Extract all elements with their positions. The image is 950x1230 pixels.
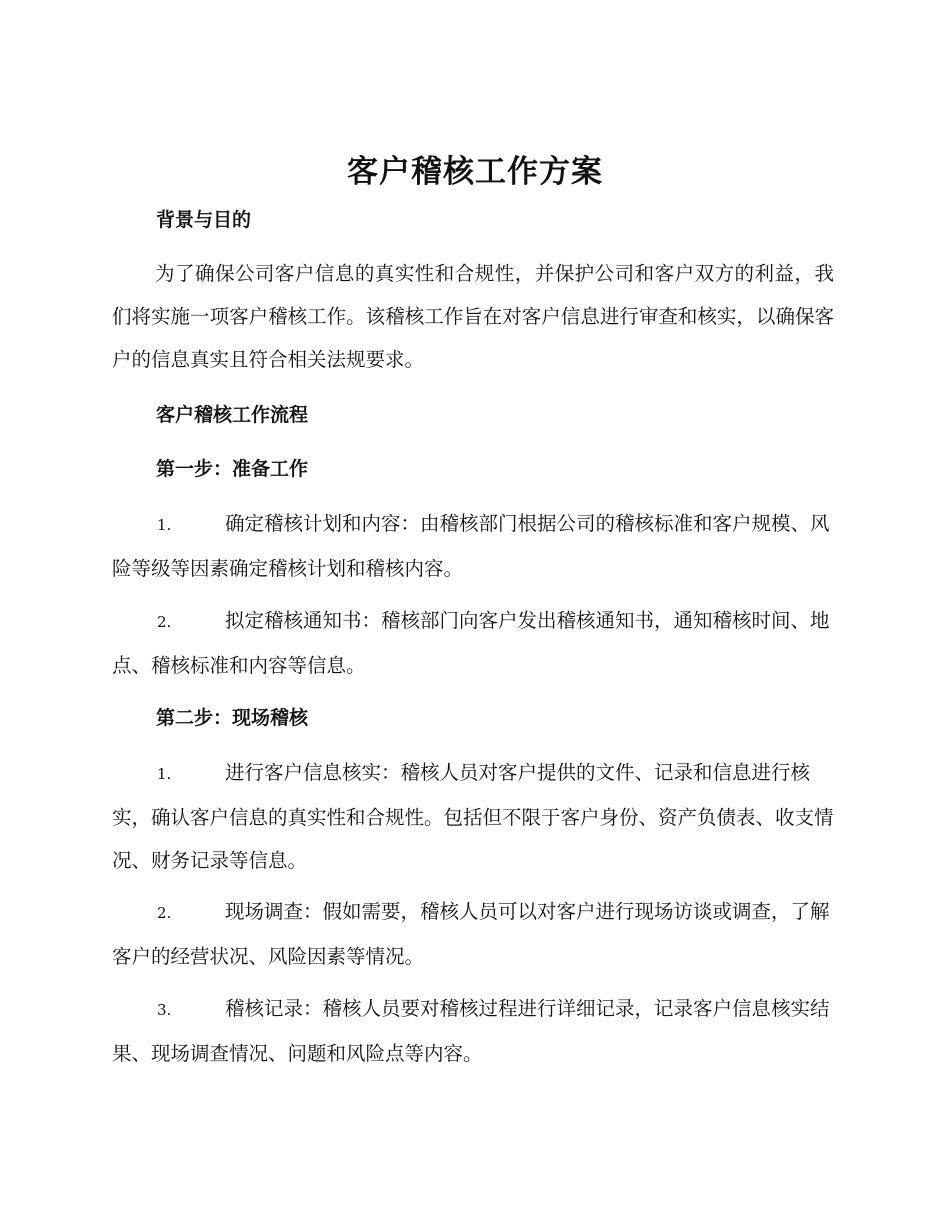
process-heading: 客户稽核工作流程 bbox=[156, 404, 309, 426]
list-number: 1. bbox=[157, 765, 172, 783]
document-title: 客户稽核工作方案 bbox=[347, 154, 603, 190]
background-paragraph: 为了确保公司客户信息的真实性和合规性，并保护公司和客户双方的利益，我们将实施一项客户稽核工作。该稽核工作旨在对客户信息进行审查和核实，以确保客户的信息真实且符合相关法规要求。 bbox=[112, 262, 834, 371]
step1-item-1 bbox=[112, 502, 834, 590]
list-item-text: 现场调查：假如需要，稽核人员可以对客户进行现场访谈或调查，了解客户的经营状况、风险因素等情况。 bbox=[112, 900, 830, 968]
step2-item-3 bbox=[112, 987, 834, 1075]
list-number: 1. bbox=[157, 516, 172, 534]
list-item-text: 稽核记录：稽核人员要对稽核过程进行详细记录，记录客户信息核实结果、现场调查情况、问题和风险点等内容。 bbox=[112, 997, 830, 1065]
step2-item-1 bbox=[112, 751, 834, 882]
step2-item-2 bbox=[112, 890, 834, 978]
list-number: 2. bbox=[157, 904, 172, 922]
step1-item-2 bbox=[112, 599, 834, 687]
step1-heading: 第一步：准备工作 bbox=[156, 458, 309, 480]
step2-heading: 第二步：现场稽核 bbox=[156, 707, 309, 729]
background-heading: 背景与目的 bbox=[156, 209, 252, 231]
list-number: 2. bbox=[157, 613, 172, 631]
list-number: 3. bbox=[157, 1001, 172, 1019]
list-item-text: 确定稽核计划和内容：由稽核部门根据公司的稽核标准和客户规模、风险等级等因素确定稽核计划和稽核内容。 bbox=[112, 512, 830, 580]
list-item-text: 进行客户信息核实：稽核人员对客户提供的文件、记录和信息进行核实，确认客户信息的真实性和合规性。包括但不限于客户身份、资产负债表、收支情况、财务记录等信息。 bbox=[112, 761, 834, 872]
list-item-text: 拟定稽核通知书：稽核部门向客户发出稽核通知书，通知稽核时间、地点、稽核标准和内容等信息。 bbox=[112, 609, 830, 677]
